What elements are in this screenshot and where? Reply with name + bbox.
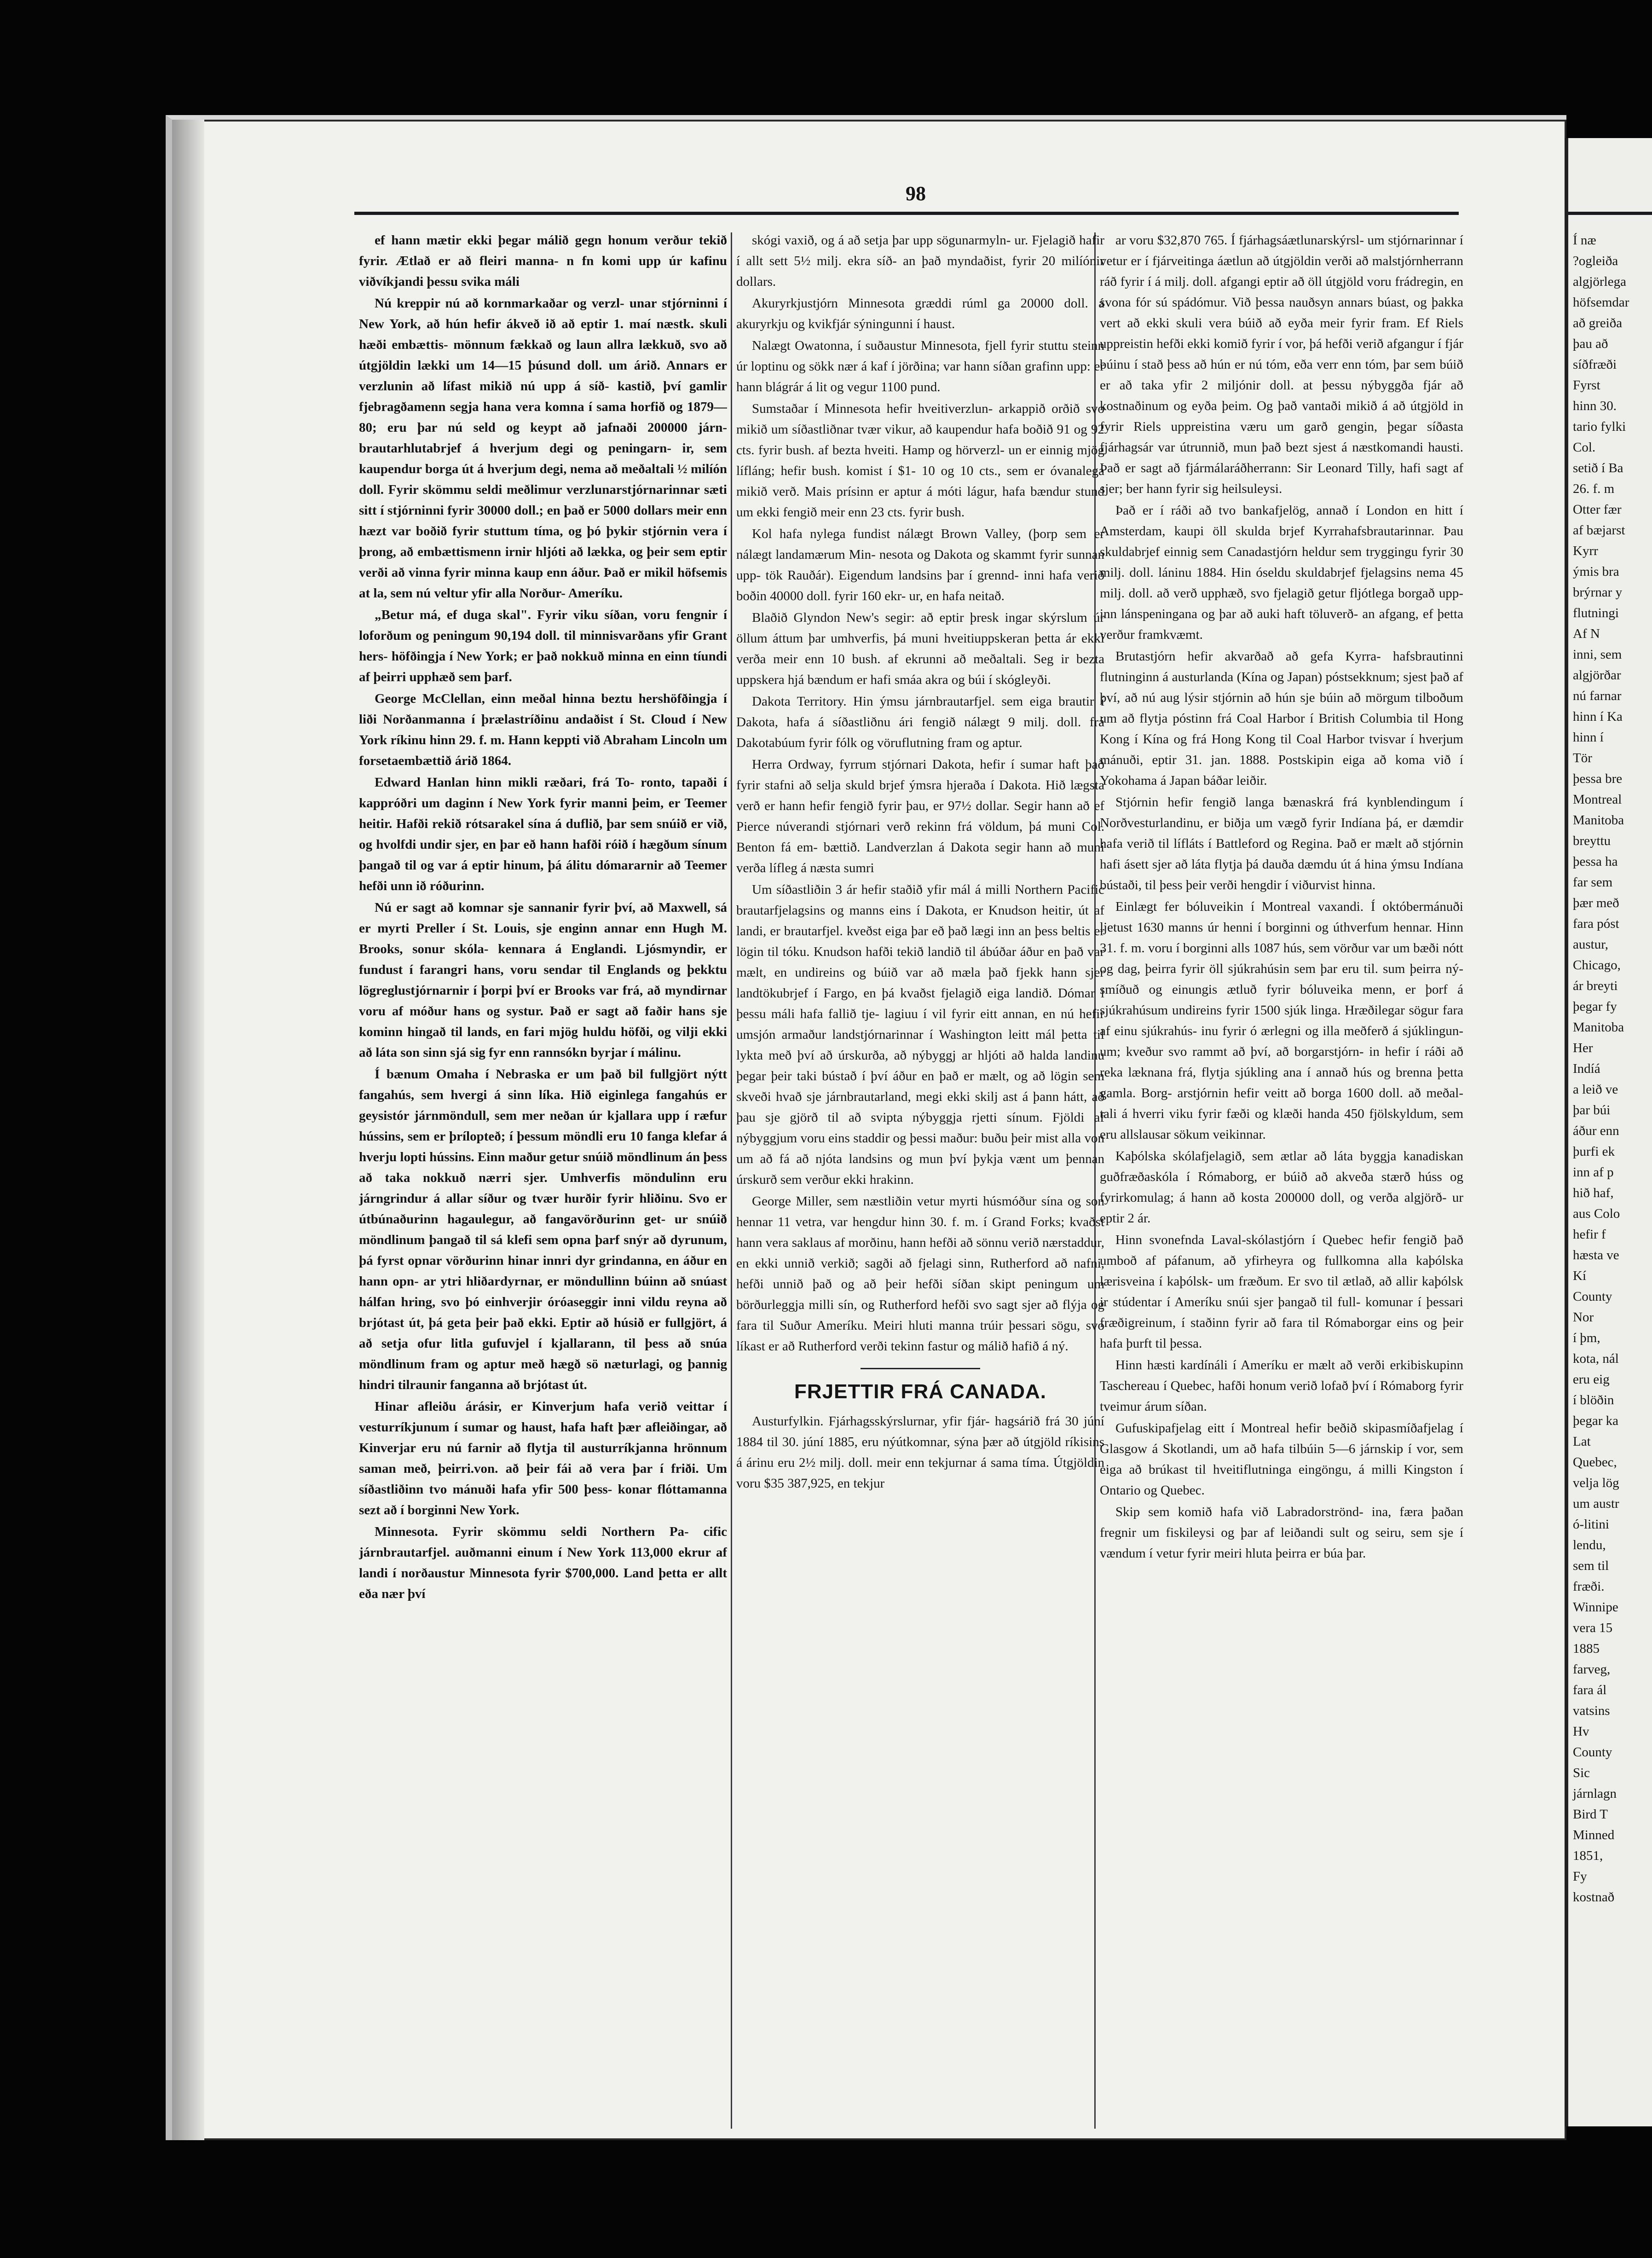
adjacent-page-line: þær með: [1573, 896, 1619, 910]
header-rule: [354, 212, 1459, 215]
article-paragraph: „Betur má, ef duga skal". Fyrir viku síðan, voru fengnir í loforðum og peningum 90,194 doll. til minnisvarðans yfir Grant hers- höfðingja í New York; er það nokkuð minna en einn tíundi af þeirri upphæð sem þarf.: [359, 608, 727, 684]
adjacent-page-line: brýrnar y: [1573, 585, 1623, 600]
adjacent-page-line: Fyrst: [1573, 378, 1600, 393]
adjacent-page-line: inn af p: [1573, 1165, 1614, 1180]
adjacent-page-line: Her: [1573, 1041, 1593, 1055]
adjacent-page-line: Kyrr: [1573, 544, 1598, 558]
adjacent-page-line: 1885: [1573, 1641, 1600, 1656]
article-paragraph: Herra Ordway, fyrrum stjórnari Dakota, hefir í sumar haft það fyrir stafni að selja skuld brjef ýmsra hjeraða í Dakota. Hið lægsta verð er hann hefir fengið fyrir þau, er 97½ dollar. Segir hann að ef Pierce núverandi stjórnari verð rekinn frá völdum, þá muni Col. Benton fá em- bættið. Landverzlan á Dakota segir hann að muni verða lífleg á næsta sumri: [736, 757, 1104, 875]
adjacent-page-line: þegar fy: [1573, 999, 1617, 1014]
adjacent-page-line: af bæjarst: [1573, 523, 1625, 538]
adjacent-page-line: þau að: [1573, 336, 1608, 351]
adjacent-page-line: Manitoba: [1573, 813, 1624, 828]
adjacent-page-line: Manitoba: [1573, 1020, 1624, 1035]
article-paragraph: Nú er sagt að komnar sje sannanir fyrir því, að Maxwell, sá er myrti Preller í St. Louis, sje enginn annar enn Hugh M. Brooks, sonur skóla- kennara á Englandi. Ljósmyndir, er fundust í farangri hans, voru sendar til Englands og þekktu lögreglustjórnarnir í þorpi því er Brooks var frá, að myndirnar voru af móður hans og systur. Það er sagt að faðir hans sje kominn hingað til lands, en fari mjög huldu höfði, og vilji ekki að láta son sinn sjá sig fyr enn rannsókn byrjar í málinu.: [359, 900, 727, 1060]
adjacent-page-line: fara ál: [1573, 1683, 1607, 1697]
article-paragraph: Hinar afleiðu árásir, er Kinverjum hafa verið veittar í vesturríkjunum í sumar og haust, hafa haft þær afleiðingar, að Kinverjar eru nú farnir að flytja til austurríkjanna hrönnum saman með, þeirri.von. að þeir fái að vera þar í friði. Um síðastliðinn tvo mánuði hafa yfir 500 þess- konar flóttamanna sezt að í borginni New York.: [359, 1399, 727, 1517]
article-paragraph: Gufuskipafjelag eitt í Montreal hefir beðið skipasmíðafjelag í Glasgow á Skotlandi, um að hafa tilbúin 5—6 járnskip í vor, sem eiga að brúkast til hveitiflutninga eingöngu, á milli Kingston í Ontario og Quebec.: [1100, 1421, 1463, 1498]
column-2: [736, 230, 1104, 2126]
article-paragraph: Einlægt fer bóluveikin í Montreal vaxandi. Í októbermánuði ljetust 1630 manns úr henni í borginni og úthverfum hennar. Hinn 31. f. m. voru í borginni alls 1087 hús, sem vörður var um bæði nótt og dag, þeirra fyrir öll sjúkrahúsin sem þar eru til. sum þeirra ný- smíðuð og einungis ætluð fyrir bóluveika menn, er þorf á sjúkrahúsum undireins fyrir 1500 sjúk linga. Hræðilegar sögur fara af einu sjúkrahús- inu fyrir ó ærlegni og illa meðferð á sjúklingun- um; kveður svo rammt að því, að borgarstjórn- in hefir í ráði að reka læknana frá, flytja sjúkling ana í annað hús og brenna þetta gamla. Borg- arstjórnin hefir veitt að borga 1600 doll. að meðal- tali á hverri viku fyrir fæði og klæði handa 450 fjölskyldum, sem eru allslausar sökum veikinnar.: [1100, 899, 1463, 1142]
adjacent-page-line: Tör: [1573, 751, 1592, 765]
article-paragraph: Nalægt Owatonna, í suðaustur Minnesota, fjell fyrir stuttu steinn úr loptinu og sökk nær á kaf í jörðina; var hann síðan grafinn upp: er hann blágrár á lit og vegur 1100 pund.: [736, 338, 1104, 394]
adjacent-page-line: þar búi: [1573, 1103, 1611, 1117]
article-paragraph: Hinn hæsti kardínáli í Ameríku er mælt að verði erkibiskupinn Taschereau í Quebec, hafði honum verið lofað því í Rómaborg fyrir tveimur árum síðan.: [1100, 1358, 1463, 1414]
adjacent-page-line: nú farnar: [1573, 689, 1622, 703]
adjacent-page-line: lendu,: [1573, 1538, 1606, 1552]
adjacent-page-line: hið haf,: [1573, 1186, 1614, 1200]
adjacent-page-line: í blöðin: [1573, 1393, 1614, 1407]
adjacent-page-line: Col.: [1573, 440, 1596, 455]
adjacent-page-line: járnlagn: [1573, 1786, 1617, 1801]
section-title: FRJETTIR FRÁ CANADA.: [794, 1380, 1046, 1403]
adjacent-page-line: Quebec,: [1573, 1455, 1617, 1470]
adjacent-page-line: hefir f: [1573, 1227, 1606, 1242]
adjacent-page-line: 26. f. m: [1573, 481, 1615, 496]
article-paragraph: Í bænum Omaha í Nebraska er um það bil fullgjört nýtt fangahús, sem hvergi á sinn líka. Hið eiginlega fangahús er geysistór járnmöndull, sem mer neðan úr kjallara upp í ræfur hússins, sem er þrílopteð; í þessum möndli eru 10 fanga klefar á hverju lopti hússins. Einn maður getur snúið möndlinum án þess að taka nokkuð nærri sjer. Umhverfis möndulinn eru járngrindur á allar síður og tvær hurðir fyrir hliðinu. Svo er útbúnaðurinn hagaulegur, að fangavörðurinn get- ur snúið möndlinum þangað til sá klefi sem opna þarf snýr að dyrunum, þá fyrst opnar vörðurinn hinar innri dyr grindanna, en áður en hann opn- ar ytri hliðardyrnar, er möndullinn búinn að snúast hálfan hring, svo þó einhverjir óróaseggir inni vildu reyna að brjótast út, þá geta þeir það ekki. Eptir að húsið er fullgjört, á að setja ofur litla gufuvjel í kjallarann, til þess að snúa möndlinum fram og aptur með hægð sö næturlagi, og þannig hindri tilraunir fanganna að brjótast út.: [359, 1067, 727, 1392]
article-paragraph: skógi vaxið, og á að setja þar upp sögunarmyln- ur. Fjelagið hafir í allt sett 5½ milj. ekra síð- an það myndaðist, fyrir 20 milíónir dollars.: [736, 233, 1104, 289]
adjacent-page-line: County: [1573, 1289, 1612, 1304]
adjacent-page-line: algjörðar: [1573, 668, 1621, 683]
adjacent-page-line: Af N: [1573, 626, 1600, 641]
adjacent-page-line: inni, sem: [1573, 647, 1622, 662]
article-paragraph: Sumstaðar í Minnesota hefir hveitiverzlun- arkappið orðið svo mikið um síðastliðnar tvær vikur, að kaupendur hafa boðið 91 og 92 cts. fyrir bush. af bezta hveiti. Hamp og hörverzl- un er einnig mjög lífláng; hefir bush. komist í $1- 10 og 10 cts., sem er óvanalega mikið verð. Mais prísinn er aptur á móti lágur, hafa bændur stund um ekki fengið meir enn 23 cts. fyrir bush.: [736, 401, 1104, 520]
adjacent-page-line: síðfræði: [1573, 357, 1617, 372]
article-paragraph: Minnesota. Fyrir skömmu seldi Northern Pa- cific járnbrautarfjel. auðmanni einum í New York 113,000 ekrur af landi í norðaustur Minnesota fyrir $700,000. Land þetta er allt eða nær því: [359, 1524, 727, 1601]
article-paragraph: ar voru $32,870 765. Í fjárhagsáætlunarskýrsl- um stjórnarinnar í vetur er í fjárveitinga áætlun að útgjöldin verði að malstjórnherrann ráð fyrir í á milj. doll. afgangi eptir að öll útgjöld voru frádregin, en svona fór sú spádómur. Við þessa nauðsyn annars búast, og þakka vert að ekki skuli vera búið að eyða meir fyrir fram. Ef Riels uppreistin hefði ekki komið fyrir í vor, þá hefði verið afgangur í fjár búinu í stað þess að hún er nú tóm, eða verr enn tóm, þar sem búið er að taka yfir 2 miljónir doll. at þessu nýbyggða fjár að kostnaðinum og eyða þeim. Og það vantaði mikið á að útgjöld in fyrir Riels uppreistina væru um garð gengin, þegar síðasta fjárhagsár var útrunnið, mun það bezt sjest á næstkomandi hausti. Það er sagt að fjármálaráðherrann: Sir Leonard Tilly, hafi sagt af sjer; ber hann fyrir sig heilsuleysi.: [1100, 233, 1463, 496]
adjacent-page-line: Montreal: [1573, 792, 1622, 807]
article-paragraph: Stjórnin hefir fengið langa bænaskrá frá kynblendingum í Norðvesturlandinu, er biðja um vægð fyrir Indíana þá, er dæmdir hafa verið til lífláts í Battleford og Regina. Það er mælt að stjórnin hafi ásett sjer að láta flytja þá dauða dæmdu út á hina ýmsu Indíana bústaði, til þess þeir verði hengdir í viðurvist hinna.: [1100, 795, 1463, 892]
adjacent-page-line: Kí: [1573, 1268, 1586, 1283]
adjacent-page-line: þessa bre: [1573, 771, 1623, 786]
adjacent-page-line: um austr: [1573, 1496, 1619, 1511]
article-paragraph: Edward Hanlan hinn mikli ræðari, frá To- ronto, tapaði í kappróðri um daginn í New York fyrir manni þeim, er Teemer heitir. Hafði rekið rótsarakel sína á duflið, þar sem snúið er við, og hvolfdi undir sjer, en þar eð hann hafði róið í hægðum sínum þangað til og var á eptir hinum, þá álitu dómararnir að Teemer hefði unn ið róðurinn.: [359, 775, 727, 893]
adjacent-page-line: að greiða: [1573, 316, 1623, 330]
section-divider: [861, 1368, 980, 1369]
article-paragraph: Brutastjórn hefir akvarðað að gefa Kyrra- hafsbrautinni flutninginn á austurlanda (Kína og Japan) póstsekknum; sjest það af því, að nú aug lýsir stjórnin að hún sje búin að mörgum tilboðum um að flytja póstinn frá Coal Harbor í British Columbia til Hong Kong í Kína og frá Hong Kong til Coal Harbor tvisvar í hverjum mánuði, eptir 31. jan. 1888. Postskipin eiga að koma við í Yokohama á Japan báðar leiðir.: [1100, 649, 1463, 788]
adjacent-page-line: þurfi ek: [1573, 1144, 1615, 1159]
adjacent-page-line: vatsins: [1573, 1703, 1610, 1718]
adjacent-page-line: vera 15: [1573, 1621, 1613, 1635]
column-rule: [731, 232, 732, 2129]
adjacent-page-line: hinn í: [1573, 730, 1604, 745]
article-paragraph: Kaþólska skólafjelagið, sem ætlar að láta byggja kanadiskan guðfræðaskóla í Rómaborg, er búið að akveða stærð húss og fyrirkomulag; á hann að kosta 200000 doll, og verða algjörð- ur eptir 2 ár.: [1100, 1149, 1463, 1226]
adjacent-page-line: þessa ha: [1573, 854, 1618, 869]
article-paragraph: Dakota Territory. Hin ýmsu járnbrautarfjel. sem eiga brautir í Dakota, hafa á síðastliðnu ári fengið nálægt 9 milj. doll. frá Dakotabúum fyrir fólk og vöruflutning fram og aptur.: [736, 694, 1104, 750]
adjacent-page-line: tario fylki: [1573, 419, 1626, 434]
adjacent-page-line: í þm,: [1573, 1331, 1600, 1345]
adjacent-page-line: flutningi: [1573, 606, 1619, 620]
adjacent-page-line: breyttu: [1573, 834, 1611, 848]
adjacent-page-line: austur,: [1573, 937, 1608, 952]
adjacent-page-line: sem til: [1573, 1558, 1609, 1573]
article-paragraph: Kol hafa nylega fundist nálægt Brown Valley, (þorp sem er nálægt landamærum Min- nesota og Dakota og skammt fyrir sunnan upp- tök Rauðár). Eigendum landsins þar í grennd- inni hafa verið boðin 40000 doll. fyrir 160 ekr- ur, en hafa neitað.: [736, 527, 1104, 603]
column-1: [359, 230, 727, 2126]
adjacent-page-line: Winnipe: [1573, 1600, 1618, 1615]
adjacent-page-line: Sic: [1573, 1766, 1590, 1780]
article-paragraph: Akuryrkjustjórn Minnesota græddi rúml ga 20000 doll. á akuryrkju og kvikfjár sýningunni í haust.: [736, 296, 1104, 331]
adjacent-page-line: fræði.: [1573, 1579, 1605, 1594]
adjacent-page-line: aus Colo: [1573, 1206, 1620, 1221]
adjacent-page-line: kota, nál: [1573, 1351, 1619, 1366]
adjacent-page-line: far sem: [1573, 875, 1613, 890]
article-paragraph: ef hann mætir ekki þegar málið gegn honum verður tekið fyrir. Ætlað er að fleiri manna- n fn komi upp úr kafinu viðvíkjandi þessu svika máli: [359, 233, 727, 289]
adjacent-page-line: Fy: [1573, 1869, 1587, 1884]
column-3: [1100, 230, 1463, 2126]
article-paragraph: George Miller, sem næstliðin vetur myrti húsmóður sína og son hennar 11 vetra, var hengdur hinn 30. f. m. í Grand Forks; kvaðst hann vera saklaus af morðinu, hann hefði að sönnu verið nærstaddur, en ekki unnið verkið; sagði að fjelagi sinn, Rutherford að nafni, hefði unnið það og að þeir hefði síðan skipt peningum um börðurleggja milli sín, og Rutherford hefði svo sagt sjer að flýja og fara til Suður Ameríku. Meiri hluti manna trúir þessari sögu, svo líkast er að Rutherford verði tekinn fastur og málið hafið á ný.: [736, 1194, 1104, 1354]
adjacent-page-line: County: [1573, 1745, 1612, 1760]
article-paragraph: Það er í ráði að tvo bankafjelög, annað í London en hitt í Amsterdam, kaupi öll skulda brjef Kyrrahafsbrautarinnar. Þau skuldabrjef einnig sem Canadastjórn heldur sem tryggingu fyrir 30 milj. doll. láninu 1884. Hin óseldu skuldabrjef fjelagsins nema 45 milj. doll. að verð upphæð, svo fjelagið getur fljótlega borgað upp- inn lánspeningana og þar að auki haft töluverð- an afgang, ef þetta verður framkvæmt.: [1100, 503, 1463, 642]
adjacent-page-line: Nor: [1573, 1310, 1594, 1325]
adjacent-page-line: Í næ: [1573, 233, 1596, 248]
adjacent-page-line: þegar ka: [1573, 1413, 1619, 1428]
adjacent-page-line: áður enn: [1573, 1123, 1619, 1138]
adjacent-page-line: a leið ve: [1573, 1082, 1618, 1097]
adjacent-page-line: hæsta ve: [1573, 1248, 1619, 1262]
adjacent-page-line: Minned: [1573, 1828, 1615, 1842]
article-paragraph: Skip sem komið hafa við Labradorströnd- ina, færa þaðan fregnir um fiskileysi og þar af leiðandi sult og seiru, sem sje í vændum í vetur fyrir meiri hluta þeirra er búa þar.: [1100, 1505, 1463, 1561]
article-paragraph: Nú kreppir nú að kornmarkaðar og verzl- unar stjórninni í New York, að hún hefir ákveð ið að eptir 1. maí næstk. skuli hæði embættis- mönnum fækkað og laun allra lækkuð, svo að útgjöldin lækki um 14—15 þúsund doll. um árið. Annars er verzlunin að lífast mikið nú upp á síð- kastið, því gamlir fjebragðamenn segja hana vera komna í sama horfið og 1879—80; eru þar nú seld og keypt að jafnaði 200000 járn- brautarhlutabrjef á hverjum degi og peningarn- ir, sem kaupendur borga út á hverjum degi, nema að meðaltali ½ milíón doll. Fyrir skömmu seldi meðlimur verzlunarstjórnarinnar sæti sitt í stjórninni fyrir 30000 doll.; en það er 5000 dollars meir enn hæzt var boðið fyrir stuttum tíma, og þó þykir stjórnin vera í þrong, að embættismenn irnir hljóti að lækka, og þeir sem eptir verði að vinna fyrir minna kaup enn áður. Það er mikil höfsemis at la, sem nú veltur yfir alla Norður- Ameríku.: [359, 296, 727, 601]
adjacent-page-line: kostnað: [1573, 1890, 1615, 1905]
adjacent-page-line: fara póst: [1573, 916, 1619, 931]
adjacent-page-line: 1851,: [1573, 1848, 1603, 1863]
adjacent-page-line: Bird T: [1573, 1807, 1608, 1822]
page-gutter-shadow: [172, 120, 204, 2140]
adjacent-page-line: Lat: [1573, 1434, 1591, 1449]
adjacent-page-line: Otter fær: [1573, 502, 1622, 517]
article-paragraph: Blaðið Glyndon New's segir: að eptir þresk ingar skýrslum úr öllum áttum þar umhverfis, þá muni hveitiuppskeran þetta ár ekki verða meir enn 10 bush. af ekrunni að meðaltali. Seg ir bezta uppskera hjá bændum er hafi smáa akra og búi í skógleyði.: [736, 610, 1104, 687]
adjacent-page-line: algjörlega: [1573, 274, 1626, 289]
adjacent-page-line: höfsemdar: [1573, 295, 1629, 310]
page-number: 98: [906, 182, 926, 205]
adjacent-page-line: ár breyti: [1573, 978, 1618, 993]
adjacent-page-line: velja lög: [1573, 1476, 1619, 1490]
adjacent-page-line: ó-litini: [1573, 1517, 1609, 1532]
adjacent-page-line: eru eig: [1573, 1372, 1610, 1387]
adjacent-page-line: ýmis bra: [1573, 564, 1619, 579]
adjacent-page-line: hinn í Ka: [1573, 709, 1623, 724]
adjacent-page-line: hinn 30.: [1573, 399, 1617, 413]
adjacent-page-line: Hv: [1573, 1724, 1589, 1739]
article-paragraph: Um síðastliðin 3 ár hefir staðið yfir mál á milli Northern Pacific brautarfjelagsins og manns eins í Dakota, er Knudson heitir, út af landi, er brautarfjel. kveðst eiga þar eð það lægi inn an þess beltis er lögin til tóku. Knudson hafði tekið landið til ábúðar áður en það var mælt, en undireins og búið var að mæla það fjekk hann sjer landtökubrjef í Fargo, en þá kvaðst fjelagið eiga landið. Dómar í þessu máli hafa fallið tje- lagiuu í vil fyrir eitt annan, en nú hefir umsjón armaður landstjórnarinnar í Washington leitt mál þetta til lykta með því að úrskurða, að nýbyggj ar hljóti að halda landinu þegar þeir taki bústað í því áður en það er mælt, og að lögin sem skveði hvað sje járnbrautarland, megi ekki skilj ast á þann hátt, að þau sje gjörð til að svipta nýbyggja rjetti sínum. Fjöldi af nýbyggjum voru eins staddir og þessi maður: buðu þeir mist alla von um að fá að njóta landsins og mun því þykja vænt um þennan úrskurð sem verður ekki hrakinn.: [736, 882, 1104, 1187]
adjacent-page-line: setið í Ba: [1573, 461, 1623, 475]
adjacent-page-line: farveg,: [1573, 1662, 1611, 1677]
adjacent-page-line: Indíá: [1573, 1061, 1600, 1076]
article-paragraph: Hinn svonefnda Laval-skólastjórn í Quebec hefir fengið það umboð af páfanum, að yfirheyra og fullkomna alla kaþólska lærisveina í kaþólsk- um fræðum. Er svo til ætlað, að allir kaþólsk ir stúdentar í Ameríku snúi sjer þangað til full- komunar í þessari fræðigreinum, í staðinn fyrir að fara til Rómaborgar eins og þeir hafa þurft til þessa.: [1100, 1233, 1463, 1351]
adjacent-page-column: [1573, 230, 1629, 1908]
article-paragraph: George McClellan, einn meðal hinna beztu hershöfðingja í liði Norðanmanna í þrælastríðinu andaðist í St. Cloud í New York ríkinu hinn 29. f. m. Hann keppti við Abraham Lincoln um forsetaembættið árið 1864.: [359, 691, 727, 768]
adjacent-page-fragment: [1565, 138, 1652, 2126]
adjacent-page-line: ?ogleiða: [1573, 254, 1618, 268]
header-rule: [1568, 212, 1652, 215]
article-paragraph: Austurfylkin. Fjárhagsskýrslurnar, yfir fjár- hagsárið frá 30 júní 1884 til 30. júní 1885, eru nýútkomnar, sýna þær að útgjöld ríkisins á árinu eru 2½ milj. doll. meir enn tekjurnar á sama tíma. Útgjöldin voru $35 387,925, en tekjur: [736, 1414, 1104, 1491]
adjacent-page-line: Chicago,: [1573, 958, 1621, 973]
